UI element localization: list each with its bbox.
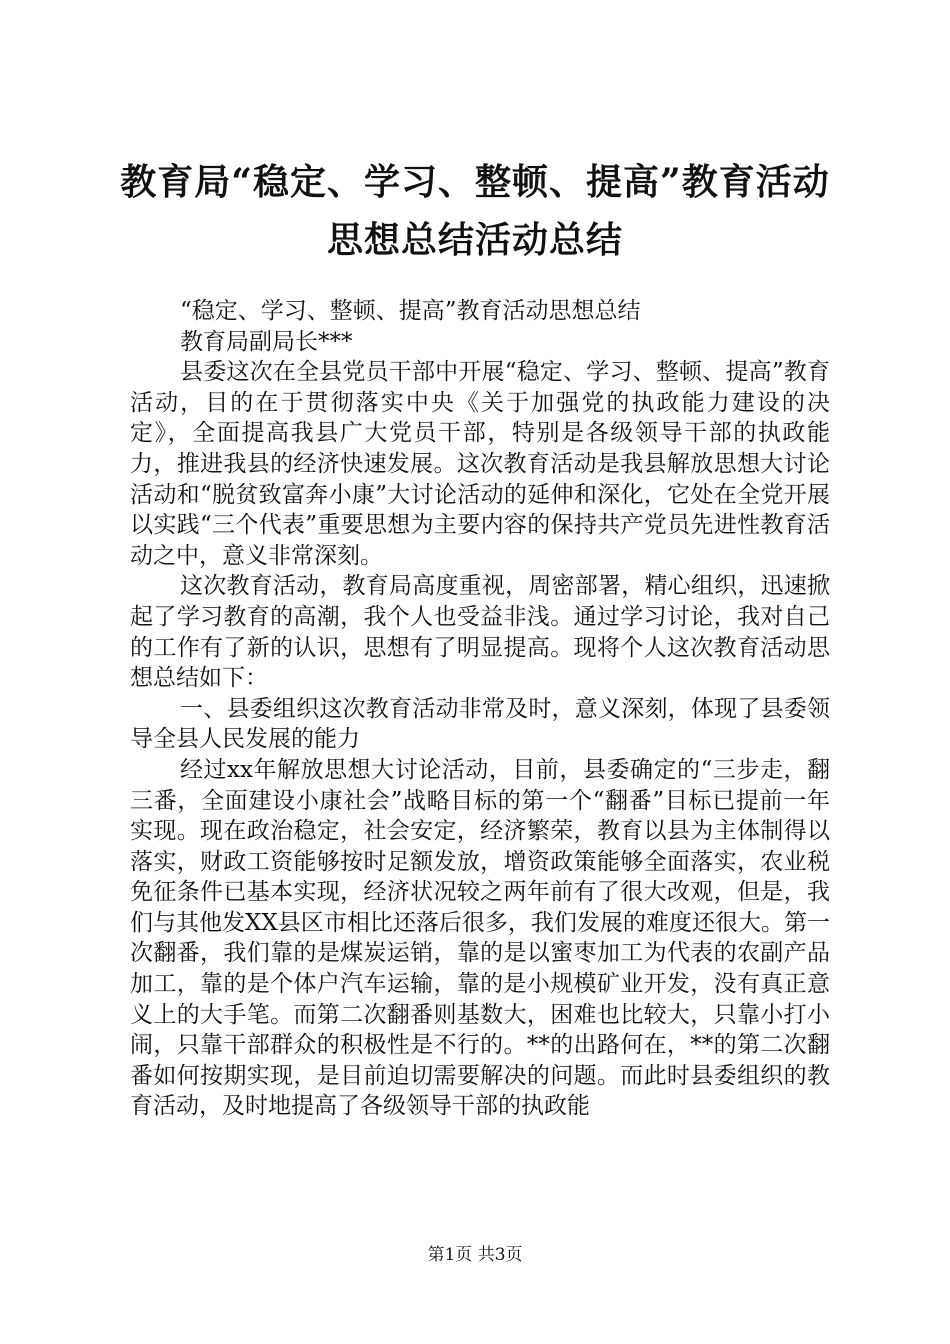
body-paragraph: 县委这次在全县党员干部中开展“稳定、学习、整顿、提高”教育活动，目的在于贯彻落实中央《关于加强党的执政能力建设的决定》，全面提高我县广大党员干部，特别是各级领导干部的执政能力，推进我县的经济快速发展。这次教育活动是我县解放思想大讨论活动和“脱贫致富奔小康”大讨论活动的延伸和深化，它处在全党开展以实践“三个代表”重要思想为主要内容的保持共产党员先进性教育活动之中，意义非常深刻。 [130,359,830,569]
body-paragraph: 经过xx年解放思想大讨论活动，目前，县委确定的“三步走，翻三番，全面建设小康社会”战略目标的第一个“翻番”目标已提前一年实现。现在政治稳定，社会安定，经济繁荣，教育以县为主体制得以落实，财政工资能够按时足额发放，增资政策能够全面落实，农业税免征条件已基本实现，经济状况较之两年前有了很大改观，但是，我们与其他发XX县区市相比还落后很多，我们发展的难度还很大。第一次翻番，我们靠的是煤炭运销，靠的是以蜜枣加工为代表的农副产品加工，靠的是个体户汽车运输，靠的是小规模矿业开发，没有真正意义上的大手笔。而第二次翻番则基数大，困难也比较大，只靠小打小闹，只靠干部群众的积极性是不行的。**的出路何在，**的第二次翻番如何按期实现，是目前迫切需要解决的问题。而此时县委组织的教育活动，及时地提高了各级领导干部的执政能 [130,756,830,1120]
document-body [130,296,830,1122]
section-heading-paragraph: 一、县委组织这次教育活动非常及时，意义深刻，体现了县委领导全县人民发展的能力 [130,695,830,753]
document-title-line-2: 思想总结活动总结 [326,219,623,261]
subtitle-paragraph: “稳定、学习、整顿、提高”教育活动思想总结 [180,298,641,324]
page-footer: 第1页 共3页 [427,1245,523,1265]
body-paragraph: 这次教育活动，教育局高度重视，周密部署，精心组织，迅速掀起了学习教育的高潮，我个人也受益非浅。通过学习讨论，我对自己的工作有了新的认识，思想有了明显提高。现将个人这次教育活动思想总结如下： [130,573,830,692]
document-title-line-1: 教育局“稳定、学习、整顿、提高”教育活动 [120,161,830,203]
author-paragraph: 教育局副局长*** [180,328,353,355]
